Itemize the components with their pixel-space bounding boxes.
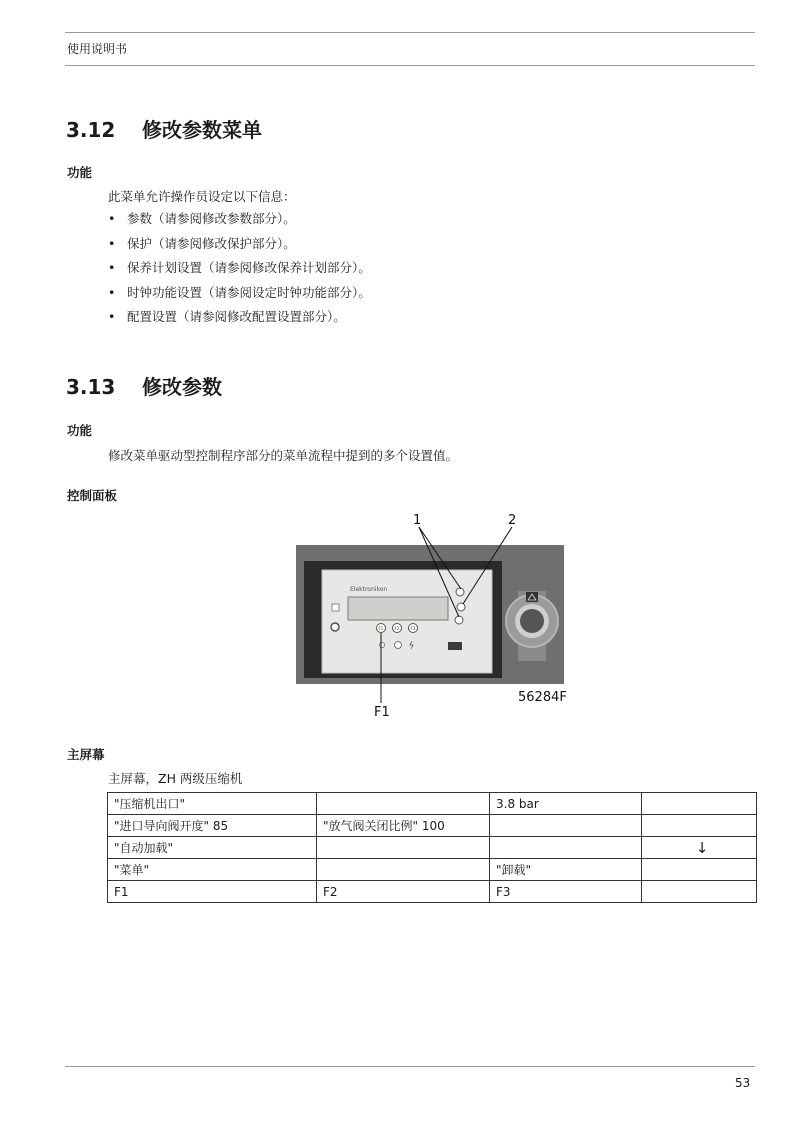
table-cell: "放气阀关闭比例" 100 (317, 815, 490, 837)
figure-id: 56284F (518, 690, 567, 705)
callout-2: 2 (508, 513, 517, 528)
control-panel-figure (290, 505, 590, 720)
table-row (108, 815, 757, 837)
start-button[interactable] (332, 604, 339, 611)
table-cell: F3 (490, 881, 642, 903)
callout-f1: F1 (374, 705, 390, 720)
table-row (108, 881, 757, 903)
function-text: 修改菜单驱动型控制程序部分的菜单流程中提到的多个设置值。 (108, 448, 459, 463)
table-cell: "卸载" (490, 859, 642, 881)
page-number: 53 (735, 1076, 751, 1090)
tab-key[interactable] (457, 603, 465, 611)
table-row (108, 859, 757, 881)
callout-1: 1 (413, 513, 422, 528)
table-cell (642, 793, 757, 815)
brand-label: Elektronikon (350, 586, 388, 593)
f1-key-label: F1 (378, 626, 384, 631)
scroll-down-key[interactable] (455, 616, 463, 624)
table-cell (642, 815, 757, 837)
table-cell: "压缩机出口" (108, 793, 317, 815)
arrow-down-icon: ↓ (642, 837, 757, 859)
bullet-item: • 保养计划设置（请参阅修改保养计划部分）。 (108, 261, 371, 286)
header-rule-bottom (65, 65, 755, 66)
stop-button[interactable] (331, 623, 339, 631)
function-heading: 功能 (67, 423, 93, 438)
intro-text: 此菜单允许操作员设定以下信息： (108, 189, 296, 204)
table-cell: "进口导向阀开度" 85 (108, 815, 317, 837)
table-cell: F1 (108, 881, 317, 903)
lcd-display (348, 597, 448, 620)
section-number: 3.12 (66, 118, 116, 142)
function-heading: 功能 (67, 165, 93, 180)
table-row (108, 837, 757, 859)
table-cell: 3.8 bar (490, 793, 642, 815)
table-cell (642, 859, 757, 881)
table-cell: F2 (317, 881, 490, 903)
bullet-item: • 时钟功能设置（请参阅设定时钟功能部分）。 (108, 286, 371, 311)
footer-rule (65, 1066, 755, 1067)
main-screen-table (107, 792, 757, 903)
f2-key-label: F2 (394, 626, 400, 631)
bullet-item: • 参数（请参阅修改参数部分）。 (108, 212, 371, 237)
section-number: 3.13 (66, 375, 116, 399)
bullet-list (108, 212, 371, 335)
main-screen-caption: 主屏幕，ZH 两级压缩机 (108, 771, 243, 786)
brand-logo (448, 642, 462, 650)
table-cell (642, 881, 757, 903)
table-cell (490, 837, 642, 859)
main-screen-heading: 主屏幕 (67, 747, 105, 762)
bullet-item: • 配置设置（请参阅修改配置设置部分）。 (108, 310, 371, 335)
status-led (380, 643, 385, 648)
table-cell: "菜单" (108, 859, 317, 881)
section-heading-3-13 (66, 371, 222, 400)
section-heading-3-12 (66, 114, 262, 143)
table-cell (317, 837, 490, 859)
table-cell (317, 793, 490, 815)
control-panel-heading: 控制面板 (67, 488, 118, 503)
section-title: 修改参数菜单 (142, 118, 262, 142)
scroll-up-key[interactable] (456, 588, 464, 596)
emergency-stop-button[interactable] (520, 609, 544, 633)
bullet-item: • 保护（请参阅修改保护部分）。 (108, 237, 371, 262)
table-cell: "自动加载" (108, 837, 317, 859)
status-led (395, 642, 402, 649)
panel-faceplate (322, 570, 492, 673)
section-title: 修改参数 (142, 375, 222, 399)
table-cell (490, 815, 642, 837)
table-cell (317, 859, 490, 881)
f3-key-label: F3 (410, 626, 416, 631)
control-panel-photo (290, 505, 590, 720)
header-rule-top (65, 32, 755, 33)
table-row (108, 793, 757, 815)
running-title: 使用说明书 (67, 42, 128, 56)
